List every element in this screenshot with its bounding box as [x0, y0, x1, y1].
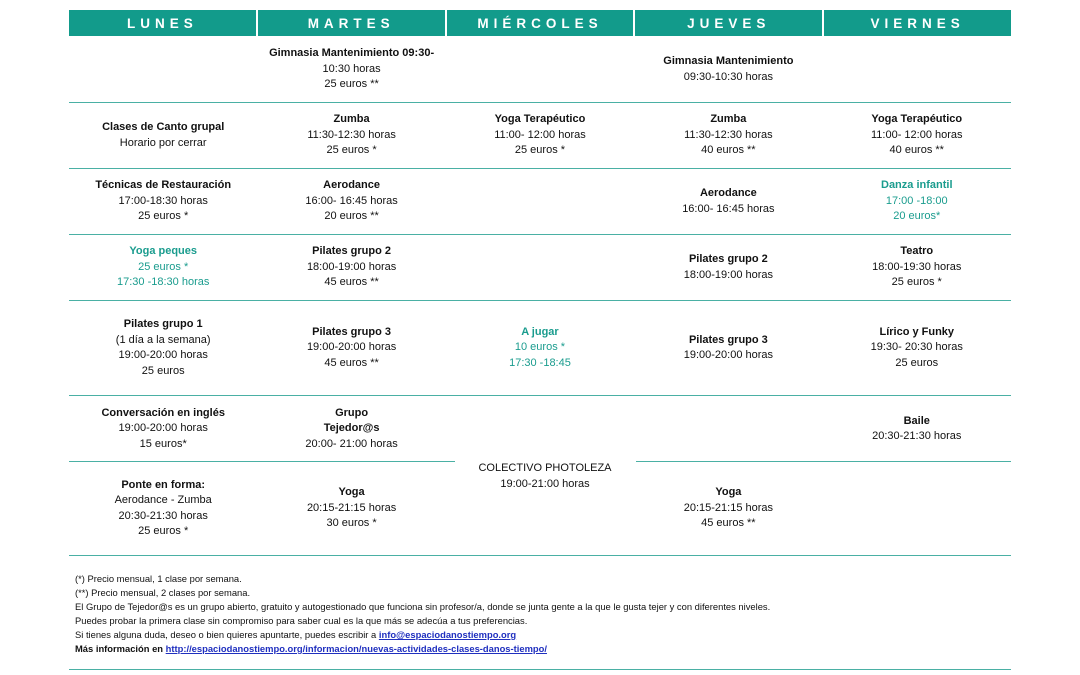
class-title: Técnicas de Restauración [95, 179, 232, 192]
class-title: Danza infantil [881, 179, 953, 192]
class-title: Grupo [335, 406, 369, 419]
note-more-info-text: Más información en [75, 643, 166, 654]
class-title: Yoga [338, 486, 365, 499]
class-detail: 25 euros * [891, 276, 942, 289]
class-cell-jueves [634, 37, 822, 102]
class-cell-lunes [69, 462, 257, 555]
class-cell-lunes [69, 235, 257, 300]
class-title: Pilates grupo 3 [312, 325, 392, 338]
class-detail: 25 euros * [138, 210, 189, 223]
class-title: Yoga peques [129, 245, 198, 258]
merged-title: COLECTIVO PHOTOLEZA [478, 462, 612, 474]
class-detail: 25 euros [895, 356, 939, 369]
email-link[interactable]: info@espaciodanostiempo.org [378, 629, 517, 640]
schedule-row [69, 37, 1011, 103]
class-title: Pilates grupo 1 [123, 318, 203, 330]
class-cell-miercoles [446, 169, 634, 234]
class-detail: 25 euros * [138, 525, 189, 537]
class-cell-lunes [69, 103, 257, 168]
class-title: Gimnasia Mantenimiento 09:30- [269, 47, 435, 60]
note-contact-text: Si tienes alguna duda, deseo o bien quieres apuntarte, puedes escribir a [75, 629, 379, 640]
class-detail: 25 euros [141, 364, 185, 377]
class-cell-martes [257, 37, 445, 102]
class-detail: 19:00-20:00 horas [683, 349, 774, 361]
class-detail: 20:30-21:30 horas [118, 509, 208, 522]
note-more-info [75, 642, 770, 656]
day-header-viernes: VIERNES [824, 10, 1011, 36]
class-title: Zumba [710, 113, 747, 126]
class-detail: 40 euros ** [701, 144, 756, 157]
class-detail: 17:00 -18:00 [885, 194, 948, 207]
note-contact [75, 628, 770, 642]
class-detail: 11:00- 12:00 horas [870, 128, 963, 141]
class-detail: (1 día a la semana) [115, 333, 211, 346]
day-header-jueves: JUEVES [635, 10, 824, 36]
class-title: Aerodance [699, 187, 757, 199]
class-cell-miercoles [446, 37, 634, 102]
class-detail: 20:15-21:15 horas [306, 501, 397, 514]
class-detail: 19:00-20:00 horas [118, 422, 208, 435]
class-cell-martes [257, 396, 445, 462]
class-detail: 19:30- 20:30 horas [870, 341, 963, 354]
class-title: Yoga Terapéutico [494, 113, 586, 126]
class-detail: 25 euros ** [324, 78, 379, 91]
class-cell-martes [257, 169, 445, 234]
class-detail: 09:30-10:30 horas [683, 70, 774, 83]
class-detail: 45 euros ** [701, 517, 756, 530]
class-cell-lunes [69, 396, 257, 462]
schedule-row [69, 396, 1011, 462]
class-cell-viernes [823, 462, 1011, 555]
class-cell-miercoles [446, 301, 634, 395]
class-cell-viernes [823, 37, 1011, 102]
class-detail: 20:30-21:30 horas [872, 430, 962, 442]
class-cell-viernes [823, 235, 1011, 300]
class-detail: 10:30 horas [322, 62, 381, 75]
class-detail: 15 euros* [139, 437, 187, 450]
note-tejedores: El Grupo de Tejedor@s es un grupo abierto, gratuito y autogestionado que funciona sin profesor/a, donde se junta gente a la que le gusta tejer y con diferentes niveles. [75, 601, 771, 612]
class-cell-jueves [634, 103, 822, 168]
class-detail: 20 euros ** [324, 210, 379, 223]
class-title: Pilates grupo 3 [688, 333, 768, 346]
class-title: Zumba [333, 113, 370, 126]
class-cell-lunes [69, 169, 257, 234]
class-cell-martes [257, 235, 445, 300]
class-cell-miercoles [446, 235, 634, 300]
class-detail: 25 euros * [514, 144, 566, 157]
class-title: Tejedor@s [323, 422, 380, 435]
footnotes [75, 572, 770, 656]
class-detail: 16:00- 16:45 horas [305, 194, 398, 207]
class-title: Conversación en inglés [101, 406, 225, 419]
class-title: Teatro [900, 245, 934, 258]
class-detail: 19:00-20:00 horas [118, 349, 208, 361]
class-title: Ponte en forma: [121, 478, 206, 491]
class-detail: 45 euros ** [324, 276, 379, 289]
merged-cell-colectivo [455, 461, 635, 492]
class-detail: 17:00-18:30 horas [118, 194, 208, 207]
class-title: Lírico y Funky [879, 325, 955, 338]
class-detail: 20:15-21:15 horas [683, 501, 774, 514]
class-detail: 20 euros* [893, 210, 941, 223]
row-divider [636, 461, 1011, 462]
class-title: Yoga Terapéutico [871, 113, 963, 126]
note-one-class: (*) Precio mensual, 1 clase por semana. [75, 573, 242, 584]
row-divider [69, 461, 455, 462]
note-trial-class: Puedes probar la primera clase sin compromiso para saber cual es la que más se adecúa a tus preferencias. [75, 615, 528, 626]
class-cell-viernes [823, 169, 1011, 234]
class-detail: 10 euros * [514, 341, 566, 354]
class-detail: 19:00-20:00 horas [306, 341, 397, 354]
class-title: Baile [903, 414, 930, 427]
class-detail: 18:00-19:00 horas [683, 268, 774, 281]
class-cell-lunes [69, 37, 257, 102]
class-detail: 20:00- 21:00 horas [305, 437, 398, 450]
day-header-martes: MARTES [258, 10, 447, 36]
class-detail: 18:00-19:30 horas [872, 260, 962, 273]
schedule-row [69, 235, 1011, 301]
class-title: Pilates grupo 2 [688, 253, 768, 265]
class-detail: 40 euros ** [889, 144, 944, 157]
schedule-header [69, 10, 1011, 36]
schedule-row [69, 103, 1011, 169]
class-title: Clases de Canto grupal [102, 121, 225, 133]
class-cell-jueves [634, 301, 822, 395]
class-detail: 18:00-19:00 horas [306, 260, 397, 273]
class-cell-jueves [634, 396, 822, 462]
class-cell-miercoles [446, 103, 634, 168]
info-url-link[interactable]: http://espaciodanostiempo.org/informacion/nuevas-actividades-clases-danos-tiempo/ [165, 643, 547, 654]
class-cell-jueves [634, 169, 822, 234]
class-title: Gimnasia Mantenimiento [663, 55, 794, 67]
class-detail: Aerodance - Zumba [114, 494, 212, 506]
class-detail: 25 euros * [326, 144, 377, 157]
class-detail: 11:30-12:30 horas [684, 128, 773, 141]
schedule-row [69, 169, 1011, 235]
class-cell-lunes [69, 301, 257, 395]
class-detail: 17:30 -18:45 [509, 356, 571, 369]
class-title: Yoga [715, 486, 742, 499]
class-detail: 17:30 -18:30 horas [117, 276, 210, 289]
class-title: A jugar [521, 325, 559, 338]
class-title: Pilates grupo 2 [312, 245, 392, 258]
class-detail: 30 euros * [326, 517, 377, 530]
class-detail: 25 euros * [138, 260, 189, 273]
class-detail: Horario por cerrar [119, 136, 207, 149]
bottom-divider [69, 669, 1011, 670]
class-cell-martes [257, 301, 445, 395]
note-two-classes: (**) Precio mensual, 2 clases por semana. [75, 587, 251, 598]
class-detail: 11:30-12:30 horas [307, 128, 396, 141]
class-cell-viernes [823, 103, 1011, 168]
class-cell-martes [257, 462, 445, 555]
class-cell-viernes [823, 396, 1011, 462]
class-cell-martes [257, 103, 445, 168]
class-cell-viernes [823, 301, 1011, 395]
class-cell-jueves [634, 235, 822, 300]
class-cell-miercoles [446, 396, 634, 462]
merged-time: 19:00-21:00 horas [500, 477, 590, 490]
day-header-miercoles: MIÉRCOLES [447, 10, 636, 36]
class-cell-jueves [634, 462, 822, 555]
day-header-lunes: LUNES [69, 10, 258, 36]
class-detail: 16:00- 16:45 horas [682, 202, 775, 215]
class-detail: 45 euros ** [324, 356, 379, 369]
schedule-row [69, 301, 1011, 396]
class-detail: 11:00- 12:00 horas [494, 128, 586, 141]
class-title: Aerodance [323, 179, 381, 192]
